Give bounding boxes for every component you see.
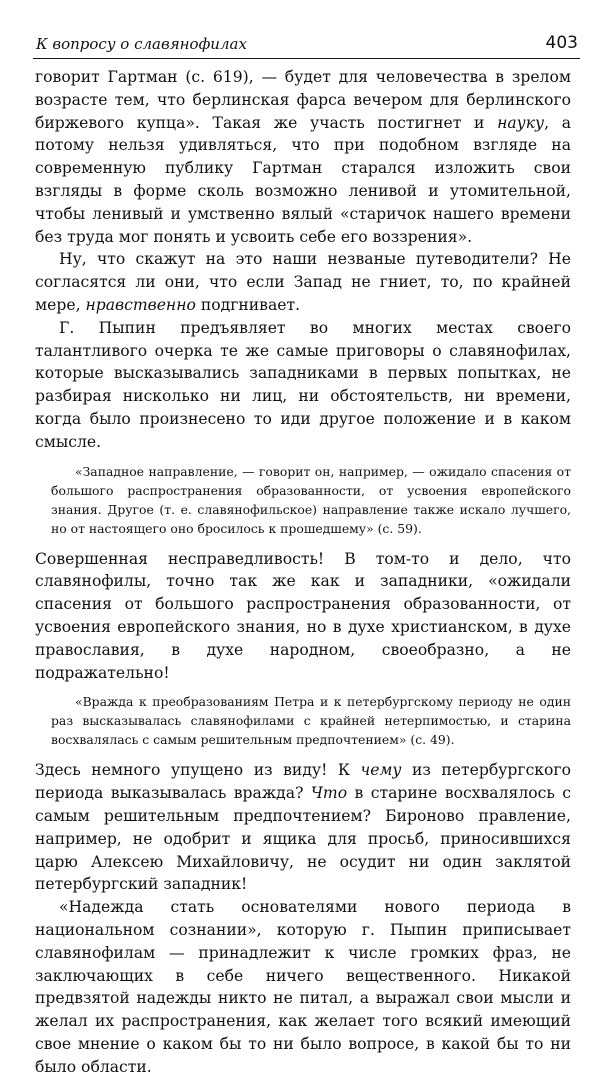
paragraph-1: говорит Гартман (с. 619), — будет для человечества в зрелом возрасте тем, что берлинская фарса вечером для берлинского биржевого купца». Такая же участь постигнет и науку, а потому нельзя удивляться, что при подобном взгляде на современную публику Гартман старался изложить свои взгляды в форме сколь возможно ленивой и утомительной, чтобы ленивый и умственно вялый «старичок нашего времени без труда мог понять и усвоить себе его воззрения». xyxy=(35,68,571,246)
block-quote-2: «Вражда к преобразованиям Петра и к петербургскому периоду не один раз высказывалась славянофилами с крайней нетерпимостью, и старина восхвалялась с самым решительным предпочтением» (с. 49). xyxy=(51,694,571,748)
block-quote-1: «Западное направление, — говорит он, например, — ожидало спасения от большого распространения образованности, от усвоения европейского знания. Другое (т. е. славянофильское) направление также искало лучшего, но от настоящего оно бросилось к прошедшему» (с. 59). xyxy=(51,463,571,536)
page-number: 403 xyxy=(545,33,578,53)
paragraph-4: Совершенная несправедливость! В том-то и дело, что славянофилы, точно так же как и западники, «ожидали спасения от большого распространения образованности, от усвоения европейского знания, но в духе христианском, в духе православия, в духе народном, своеобразно, а не подражательно! xyxy=(35,549,571,682)
paragraph-6: «Надежда стать основателями нового периода в национальном сознании», которую г. Пыпин приписывает славянофилам — принадлежит к числе громких фраз, не заключающих в себе ничего вещественного. Никакой предвзятой надежды никто не питал, а выражал свои мысли и желал их распространения, как желает того всякий имеющий свое мнение о каком бы то ни было вопросе, в какой бы то ни было области. xyxy=(35,898,571,1076)
paragraph-2: Ну, что скажут на это наши незваные путеводители? Не согласятся ли они, что если Запад не гниет, то, по крайней мере, нравственно подгнивает. xyxy=(35,250,571,314)
page-body xyxy=(35,66,571,1078)
header-rule xyxy=(33,58,580,59)
paragraph-5: Здесь немного упущено из виду! К чему из петербургского периода выказывалась вражда? Что в старине восхвалялось с самым решительным предпочтением? Бироново правление, например, не одобрит и ящика для просьб, приносившихся царю Алексею Михайловичу, не осудит ни один заклятой петербургский западник! xyxy=(35,761,572,894)
paragraph-3: Г. Пыпин предъявляет во многих местах своего талантливого очерка те же самые приговоры о славянофилах, которые высказывались западниками в первых попытках, не разбирая нисколько ни лиц, ни обстоятельств, ни времени, когда было произнесено то иди другое положение и в каком смысле. xyxy=(35,318,571,451)
running-head-title: К вопросу о славянофилах xyxy=(36,35,247,53)
